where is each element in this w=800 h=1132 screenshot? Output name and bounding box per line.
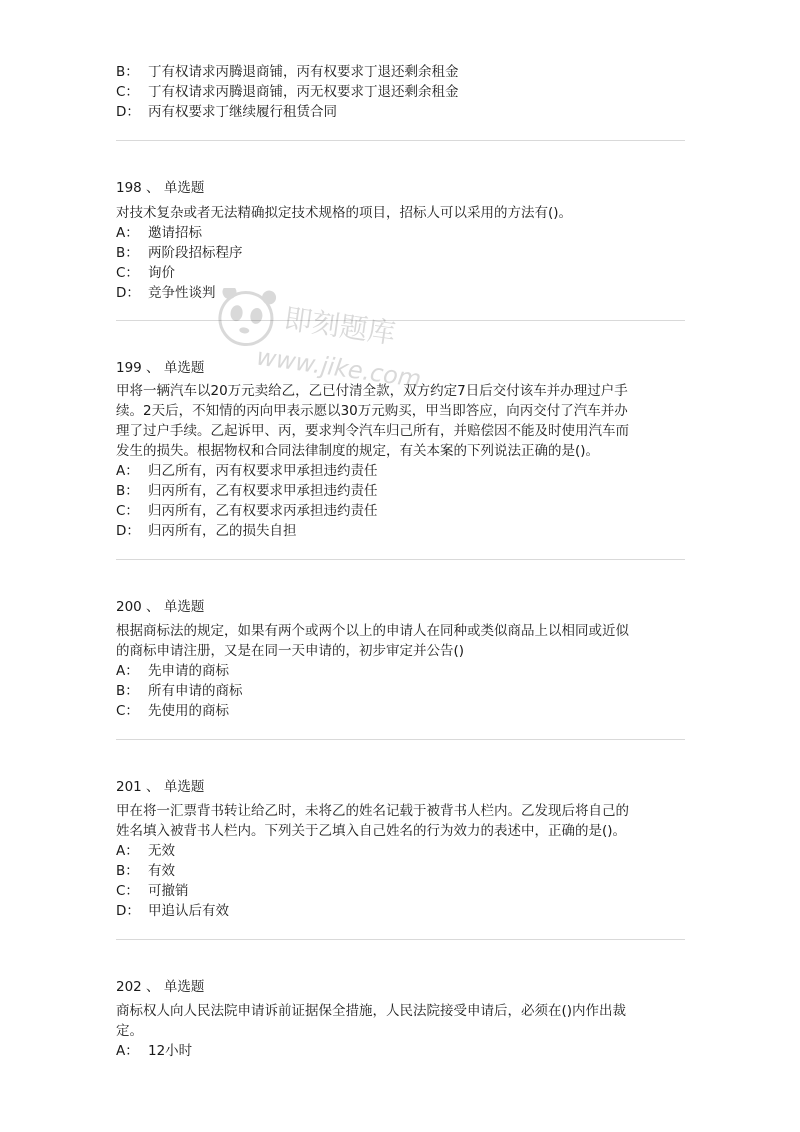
watermark-url: www.jike.com: [254, 342, 423, 388]
option-d: D： 归丙所有，乙的损失自担: [116, 523, 297, 539]
option-d: D： 丙有权要求丁继续履行租赁合同: [116, 104, 337, 120]
question-divider: [116, 939, 685, 940]
option-a: A： 邀请招标: [116, 225, 202, 241]
question-stem: 对技术复杂或者无法精确拟定技术规格的项目，招标人可以采用的方法有()。: [116, 205, 573, 221]
option-c: C： 丁有权请求丙腾退商铺，丙无权要求丁退还剩余租金: [116, 84, 459, 100]
question-header: 198 、 单选题: [116, 180, 205, 196]
question-divider: [116, 739, 685, 740]
watermark-brand: 即刻题库: [282, 302, 398, 351]
option-b: B： 有效: [116, 863, 175, 879]
panda-logo-icon: [212, 288, 442, 388]
watermark: [212, 288, 442, 388]
option-b: B： 归丙所有，乙有权要求甲承担违约责任: [116, 483, 378, 499]
question-stem: 商标权人向人民法院申请诉前证据保全措施，人民法院接受申请后，必须在()内作出裁: [116, 1003, 627, 1019]
option-c: C： 归丙所有，乙有权要求丙承担违约责任: [116, 503, 378, 519]
question-stem: 根据商标法的规定，如果有两个或两个以上的申请人在同种或类似商品上以相同或近似: [116, 623, 629, 639]
question-stem: 定。: [116, 1023, 143, 1039]
option-c: C： 先使用的商标: [116, 703, 229, 719]
option-d: D： 甲追认后有效: [116, 903, 229, 919]
question-divider: [116, 140, 685, 141]
question-stem: 甲在将一汇票背书转让给乙时，未将乙的姓名记载于被背书人栏内。乙发现后将自己的: [116, 803, 629, 819]
question-header: 201 、 单选题: [116, 779, 205, 795]
option-b: B： 丁有权请求丙腾退商铺，丙有权要求丁退还剩余租金: [116, 64, 459, 80]
option-d: D： 竞争性谈判: [116, 285, 216, 301]
question-stem: 的商标申请注册，又是在同一天申请的，初步审定并公告(): [116, 643, 465, 659]
option-a: A： 无效: [116, 843, 175, 859]
question-header: 202 、 单选题: [116, 979, 205, 995]
question-header: 200 、 单选题: [116, 599, 205, 615]
question-stem: 发生的损失。根据物权和合同法律制度的规定，有关本案的下列说法正确的是()。: [116, 443, 600, 459]
option-c: C： 询价: [116, 265, 175, 281]
option-c: C： 可撤销: [116, 883, 189, 899]
question-stem: 续。2天后，不知情的丙向甲表示愿以30万元购买，甲当即答应，向丙交付了汽车并办: [116, 403, 628, 419]
option-b: B： 两阶段招标程序: [116, 245, 243, 261]
question-stem: 理了过户手续。乙起诉甲、丙，要求判令汽车归己所有，并赔偿因不能及时使用汽车而: [116, 423, 629, 439]
question-divider: [116, 320, 685, 321]
option-b: B： 所有申请的商标: [116, 683, 243, 699]
option-a: A： 12小时: [116, 1043, 193, 1059]
question-stem: 甲将一辆汽车以20万元卖给乙，乙已付清全款，双方约定7日后交付该车并办理过户手: [116, 383, 628, 399]
option-a: A： 归乙所有，丙有权要求甲承担违约责任: [116, 463, 378, 479]
question-header: 199 、 单选题: [116, 360, 205, 376]
option-a: A： 先申请的商标: [116, 663, 229, 679]
question-stem: 姓名填入被背书人栏内。下列关于乙填入自己姓名的行为效力的表述中，正确的是()。: [116, 823, 627, 839]
question-divider: [116, 559, 685, 560]
